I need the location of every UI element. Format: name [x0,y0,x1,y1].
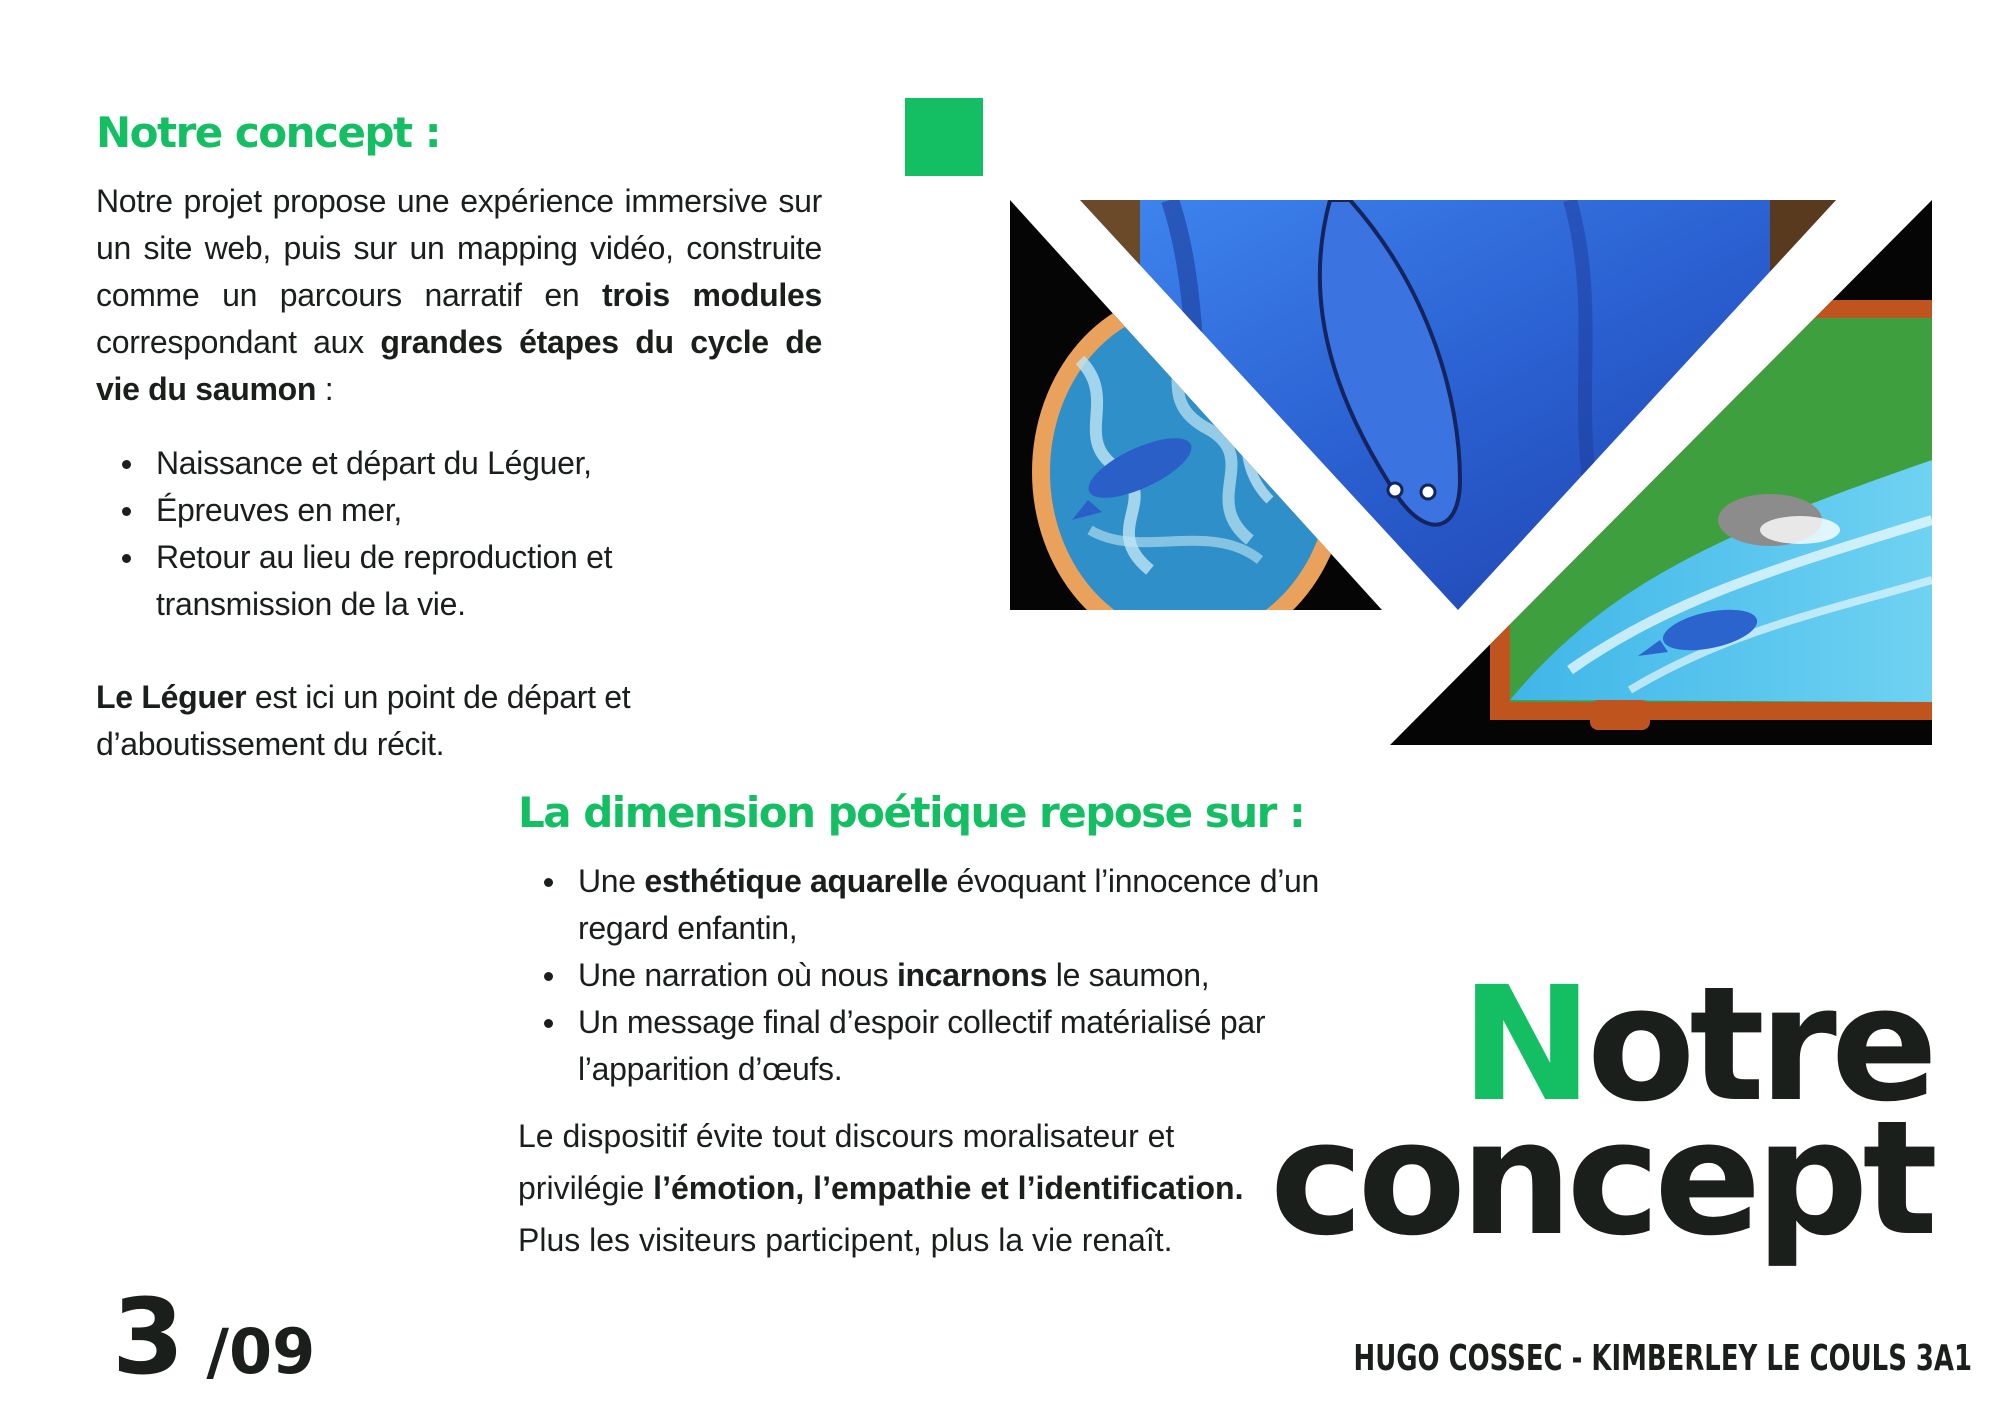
intro-text-1: Notre projet propose une expérience immersive sur un site web, puis sur un mapping vidéo, construite comme un parcours narratif en [96,183,822,313]
poetic-list [518,858,1358,1093]
dispositif-bold: l’émotion, l’empathie et l’identification. [653,1170,1244,1206]
item-text: Un message final d’espoir collectif matérialisé par l’apparition d’œufs. [578,1004,1266,1087]
list-item [518,858,1358,952]
leguer-paragraph [96,674,736,768]
stages-list [96,440,736,628]
list-item [518,952,1358,999]
big-title [1269,953,1932,1271]
intro-text-2: correspondant aux [96,324,381,360]
dispositif-text-1: Le dispositif évite tout discours moralisateur et privilégie [518,1118,1175,1206]
big-title-rest: otre [1586,953,1932,1137]
intro-bold-modules: trois modules [602,277,822,313]
leguer-text: est ici un point de départ et d’aboutissement du récit. [96,679,631,762]
list-item: Retour au lieu de reproduction et transmission de la vie. [96,534,736,628]
page-current: 3 [112,1276,183,1398]
page-total: /09 [206,1315,316,1388]
hero-illustration [1010,200,1932,745]
intro-paragraph [96,178,822,413]
leguer-bold: Le Léguer [96,679,247,715]
item-text: Une [578,863,645,899]
dispositif-text-2: Plus les visiteurs participent, plus la vie renaît. [518,1222,1173,1258]
big-title-line-2: concept [1269,1087,1932,1271]
item-text: le saumon, [1047,957,1210,993]
list-item [518,999,1358,1093]
item-bold: esthétique aquarelle [644,863,948,899]
item-bold: incarnons [896,957,1048,993]
authors-footer: HUGO COSSEC - KIMBERLEY LE COULS 3A1 [1353,1338,1972,1379]
list-item: Naissance et départ du Léguer, [96,440,736,487]
intro-title: Notre concept : [96,108,440,157]
green-square-decoration [905,98,983,176]
item-text: Une narration où nous [578,957,897,993]
dispositif-paragraph [518,1110,1278,1266]
poetic-title: La dimension poétique repose sur : [518,788,1305,837]
big-title-initial: N [1460,953,1587,1137]
intro-text-3: : [316,371,334,407]
intro-bold-stages: grandes étapes du cycle de vie du saumon [96,324,823,407]
list-item: Épreuves en mer, [96,487,736,534]
item-text: évoquant l’innocence d’un regard enfantin, [578,863,1320,946]
page-number [112,1276,315,1398]
